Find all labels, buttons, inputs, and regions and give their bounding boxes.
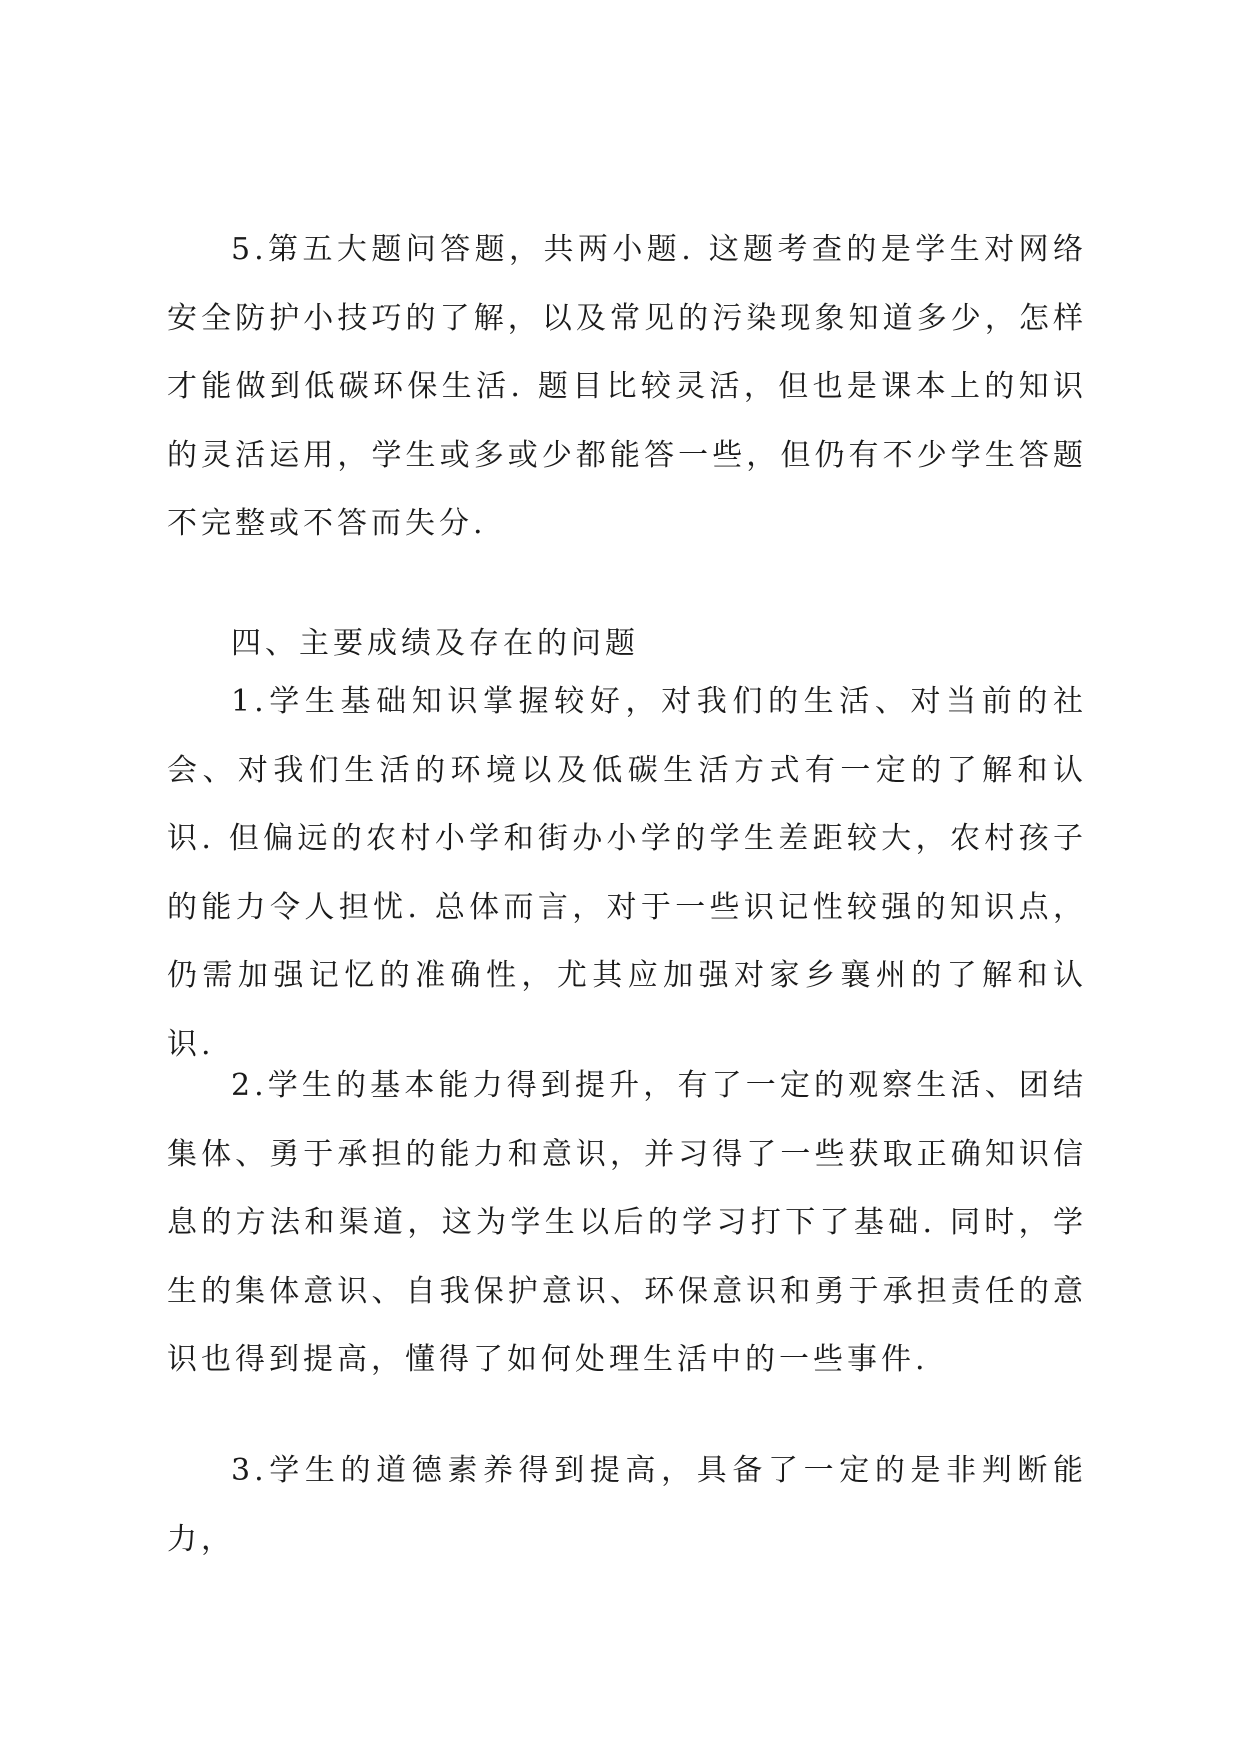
section-heading-achievements-and-problems: 四、主要成绩及存在的问题 <box>231 626 639 661</box>
paragraph-point-one-basic-knowledge: 1.学生基础知识掌握较好，对我们的生活、对当前的社会、对我们生活的环境以及低碳生活方式有一定的了解和认识. 但偏远的农村小学和街办小学的学生差距较大，农村孩子的能力令人担忧. 总体而言，对于一些识记性较强的知识点，仍需加强记忆的准确性，尤其应加强对家乡襄州的了解和认识. <box>167 684 1087 1062</box>
paragraph-question-five-analysis: 5.第五大题问答题，共两小题. 这题考查的是学生对网络安全防护小技巧的了解，以及常见的污染现象知道多少，怎样才能做到低碳环保生活. 题目比较灵活，但也是课本上的知识的灵活运用，学生或多或少都能答一些，但仍有不少学生答题不完整或不答而失分. <box>167 232 1087 541</box>
paragraph-point-three-moral-quality: 3.学生的道德素养得到提高，具备了一定的是非判断能力， <box>167 1453 1087 1557</box>
paragraph-point-two-basic-ability: 2.学生的基本能力得到提升，有了一定的观察生活、团结集体、勇于承担的能力和意识，并习得了一些获取正确知识信息的方法和渠道，这为学生以后的学习打下了基础. 同时，学生的集体意识、自我保护意识、环保意识和勇于承担责任的意识也得到提高，懂得了如何处理生活中的一些事件. <box>167 1068 1087 1377</box>
